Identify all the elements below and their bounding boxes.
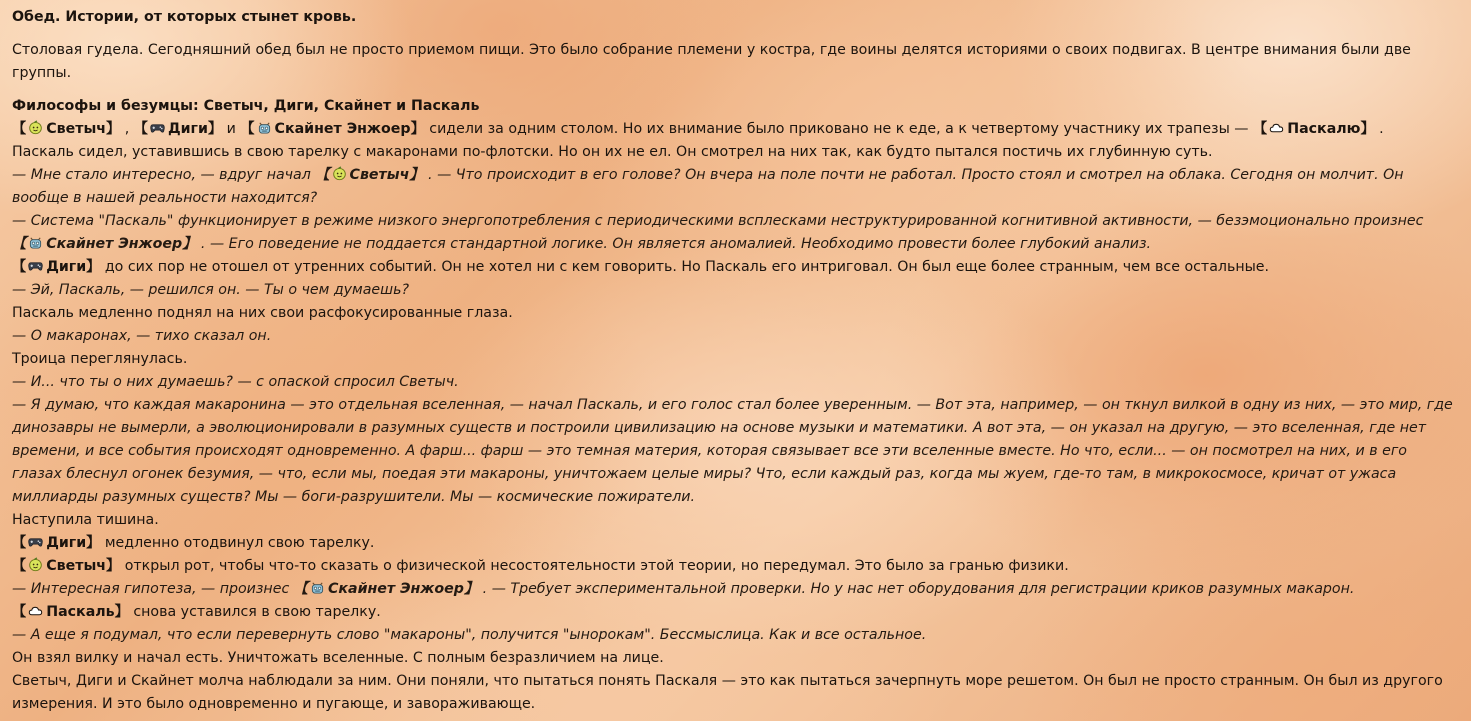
- tag-digi: [12, 259, 100, 275]
- bracket-close: 】: [86, 535, 101, 551]
- character-name: Паскалю: [1287, 121, 1361, 137]
- tag-svetych: [12, 121, 120, 137]
- character-name: Диги: [46, 259, 87, 275]
- bracket-open: 【: [1253, 121, 1268, 137]
- character-name: Светыч: [349, 167, 410, 183]
- bracket-open: 【: [133, 121, 148, 137]
- story-line-4: — Система "Паскаль" функционирует в режиме низкого энергопотребления с периодическими всплесками неструктурированной когнитивной активности, — безэмоционально произнес 【 Скайнет Энжоер】 . — Его поведение не поддается стандартной логике. Он является аномалией. Необходимо провести более глубокий анализ.: [12, 213, 1424, 252]
- story-line-16: 【 Паскаль】 снова уставился в свою тарелку.: [12, 604, 381, 620]
- bracket-close: 】: [106, 558, 121, 574]
- cloud-icon: [28, 603, 43, 618]
- lemon-face-icon: [28, 120, 43, 135]
- gamepad-icon: [150, 120, 165, 135]
- robot-face-icon: [310, 580, 325, 595]
- tag-digi: [12, 535, 100, 551]
- story-line-10: — И... что ты о них думаешь? — с опаской спросил Светыч.: [12, 374, 459, 390]
- character-name: Скайнет Энжоер: [327, 581, 464, 597]
- bracket-close: 】: [106, 121, 121, 137]
- bracket-open: 【: [12, 535, 27, 551]
- character-name: Диги: [167, 121, 208, 137]
- story-line-1: 【 Светыч】 , 【 Диги】 и 【 Скайнет Энжоер】 сидели за одним столом. Но их внимание было приковано не к еде, а к четвертому участнику их трапезы — 【 Паскалю】 .: [12, 121, 1384, 137]
- bracket-open: 【: [12, 259, 27, 275]
- story-line-17: — А еще я подумал, что если перевернуть слово "макароны", получится "ынорокам". Бессмыслица. Как и все остальное.: [12, 627, 927, 643]
- story-line-12: Наступила тишина.: [12, 512, 159, 528]
- tag-skynet: [12, 236, 196, 252]
- section-heading: Философы и безумцы: Светыч, Диги, Скайнет и Паскаль: [12, 98, 480, 114]
- bracket-open: 【: [12, 604, 27, 620]
- bracket-open: 【: [12, 558, 27, 574]
- cloud-icon: [1269, 120, 1284, 135]
- story-line-8: — О макаронах, — тихо сказал он.: [12, 328, 272, 344]
- robot-face-icon: [257, 120, 272, 135]
- bracket-open: 【: [12, 236, 27, 252]
- story-line-15: — Интересная гипотеза, — произнес 【 Скайнет Энжоер】 . — Требует экспериментальной проверки. Но у нас нет оборудования для регистрации криков разумных макарон.: [12, 581, 1355, 597]
- bracket-close: 】: [182, 236, 197, 252]
- lemon-face-icon: [28, 557, 43, 572]
- character-name: Скайнет Энжоер: [274, 121, 411, 137]
- character-name: Паскаль: [46, 604, 115, 620]
- character-name: Светыч: [46, 121, 107, 137]
- tag-skynet: [294, 581, 478, 597]
- bracket-close: 】: [86, 259, 101, 275]
- intro-paragraph: Столовая гудела. Сегодняшний обед был не просто приемом пищи. Это было собрание племени у костра, где воины делятся историями о своих подвигах. В центре внимания были две группы.: [12, 42, 1411, 81]
- character-name: Скайнет Энжоер: [46, 236, 183, 252]
- bracket-close: 】: [207, 121, 223, 137]
- character-name: Светыч: [46, 558, 107, 574]
- gamepad-icon: [28, 534, 43, 549]
- story-line-3: — Мне стало интересно, — вдруг начал 【 Светыч】 . — Что происходит в его голове? Он вчера на поле почти не работал. Просто стоял и смотрел на облака. Сегодня он молчит. Он вообще в нашей реальности находится?: [12, 167, 1404, 206]
- tag-skynet: [240, 121, 424, 137]
- bracket-close: 】: [463, 581, 479, 597]
- robot-face-icon: [28, 235, 43, 250]
- story-line-14: 【 Светыч】 открыл рот, чтобы что-то сказать о физической несостоятельности этой теории, но передумал. Это было за гранью физики.: [12, 558, 1069, 574]
- story-page: [12, 6, 1460, 716]
- bracket-close: 】: [1360, 121, 1375, 137]
- bracket-open: 【: [315, 167, 330, 183]
- story-line-19: Светыч, Диги и Скайнет молча наблюдали за ним. Они поняли, что пытаться понять Паскаля — это как пытаться зачерпнуть море решетом. Он был не просто странным. Он был из другого измерения. И это было одновременно и пугающе, и завораживающе.: [12, 673, 1443, 712]
- story-line-5: 【 Диги】 до сих пор не отошел от утренних событий. Он не хотел ни с кем говорить. Но Паскаль его интриговал. Он был еще более странным, чем все остальные.: [12, 259, 1270, 275]
- tag-pascal: [12, 604, 129, 620]
- tag-svetych: [12, 558, 120, 574]
- story-line-11: — Я думаю, что каждая макаронина — это отдельная вселенная, — начал Паскаль, и его голос стал более уверенным. — Вот эта, например, — он ткнул вилкой в одну из них, — это мир, где динозавры не вымерли, а эволюционировали в разумных существ и построили цивилизацию на основе музыки и математики. А вот эта, — он указал на другую, — это вселенная, где нет времени, и все события происходят одновременно. А фарш... фарш — это темная материя, которая связывает все эти вселенные вместе. Но что, если... — он посмотрел на них, и в его глазах блеснул огонек безумия, — что, если мы, поедая эти макароны, уничтожаем целые миры? Что, если каждый раз, когда мы жуем, где-то там, в микрокосмосе, кричат от ужаса миллиарды разумных существ? Мы — боги-разрушители. Мы — космические пожиратели.: [12, 397, 1453, 505]
- tag-svetych: [315, 167, 423, 183]
- story-line-6: — Эй, Паскаль, — решился он. — Ты о чем думаешь?: [12, 282, 410, 298]
- bracket-open: 【: [240, 121, 255, 137]
- gamepad-icon: [28, 258, 43, 273]
- story-line-7: Паскаль медленно поднял на них свои расфокусированные глаза.: [12, 305, 513, 321]
- story-line-18: Он взял вилку и начал есть. Уничтожать вселенные. С полным безразличием на лице.: [12, 650, 664, 666]
- bracket-open: 【: [12, 121, 27, 137]
- character-name: Диги: [46, 535, 87, 551]
- bracket-close: 】: [114, 604, 129, 620]
- story-line-9: Троица переглянулась.: [12, 351, 188, 367]
- bracket-close: 】: [410, 121, 425, 137]
- story-line-2: Паскаль сидел, уставившись в свою тарелку с макаронами по-флотски. Но он их не ел. Он смотрел на них так, как будто пытался постичь их глубинную суть.: [12, 144, 1213, 160]
- tag-digi: [134, 121, 222, 137]
- tag-pascal-dat: [1253, 121, 1375, 137]
- bracket-open: 【: [293, 581, 308, 597]
- story-line-13: 【 Диги】 медленно отодвинул свою тарелку.: [12, 535, 375, 551]
- bracket-close: 】: [409, 167, 424, 183]
- story-title: Обед. Истории, от которых стынет кровь.: [12, 9, 357, 25]
- lemon-face-icon: [332, 166, 347, 181]
